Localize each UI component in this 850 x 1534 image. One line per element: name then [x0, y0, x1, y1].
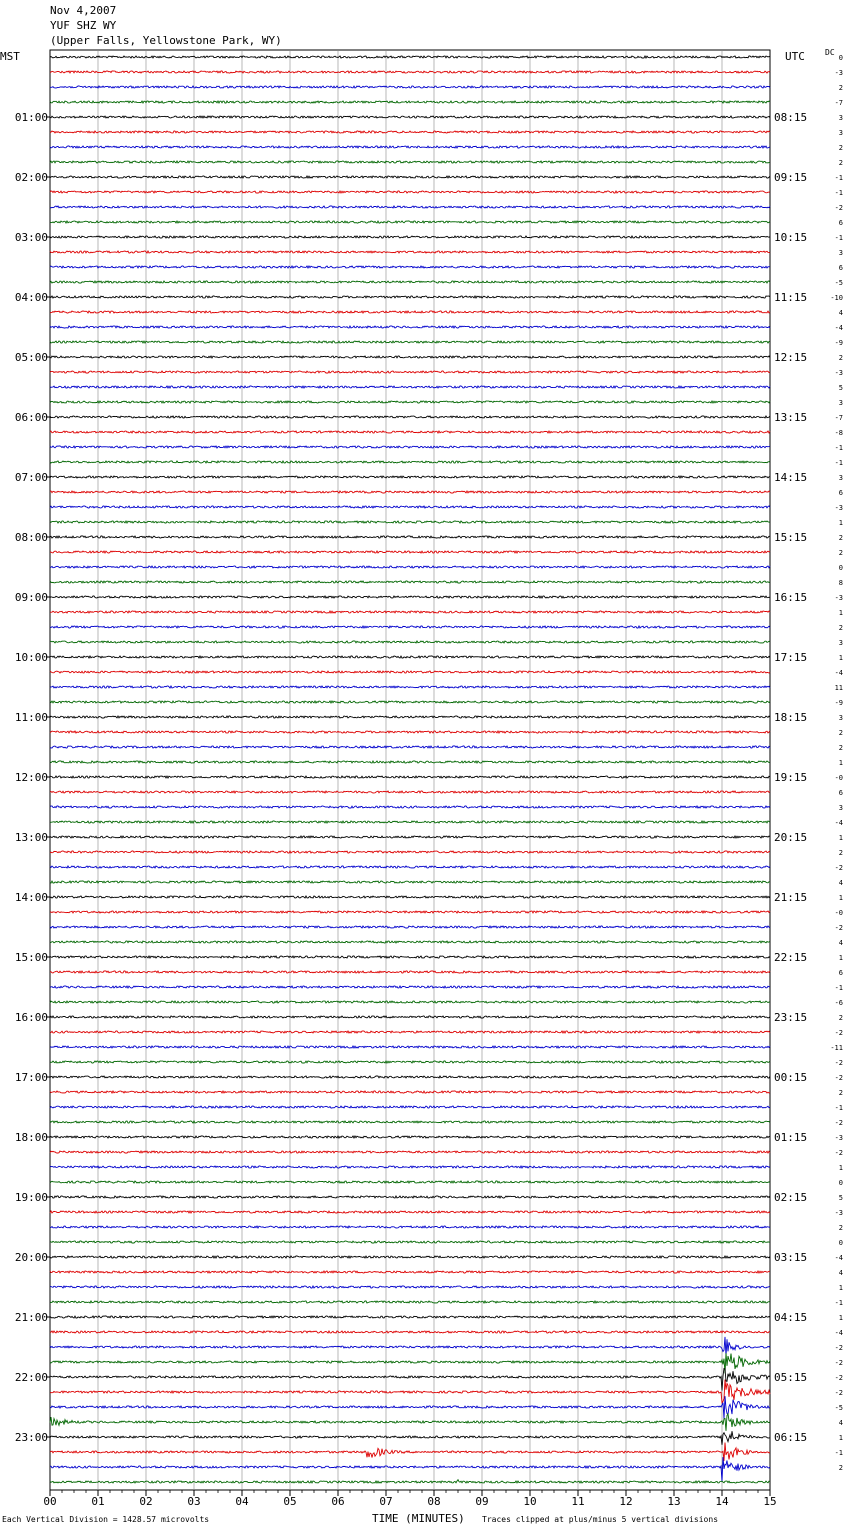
trace-green	[50, 221, 770, 223]
dc-offset-value: -3	[834, 369, 843, 377]
x-tick-label: 12	[619, 1495, 633, 1508]
dc-offset-value: 3	[838, 249, 843, 257]
trace-blue	[50, 1046, 770, 1048]
trace-blue	[50, 1337, 770, 1356]
dc-offset-value: 6	[838, 219, 843, 227]
trace-blue	[50, 746, 770, 748]
x-tick-label: 08	[427, 1495, 441, 1508]
x-tick-label: 10	[523, 1495, 537, 1508]
dc-offset-value: -7	[834, 99, 843, 107]
right-hour-label: 19:15	[774, 771, 808, 784]
dc-offset-value: -4	[834, 669, 843, 677]
right-hour-label: 13:15	[774, 411, 808, 424]
trace-green	[50, 641, 770, 643]
dc-offset-value: -6	[834, 999, 843, 1007]
dc-offset-value: 3	[838, 804, 843, 812]
trace-blue	[50, 446, 770, 448]
trace-blue	[50, 1457, 770, 1482]
dc-offset-value: 2	[838, 1224, 843, 1232]
trace-green	[50, 1301, 770, 1303]
left-hour-label: 21:00	[14, 1311, 48, 1324]
trace-black	[50, 1136, 770, 1138]
dc-offset-value: -2	[834, 1119, 843, 1127]
dc-offset-value: -0	[834, 909, 843, 917]
trace-black	[50, 236, 770, 238]
right-hour-label: 00:15	[774, 1071, 808, 1084]
left-hour-label: 17:00	[14, 1071, 48, 1084]
right-hour-label: 22:15	[774, 951, 808, 964]
trace-green	[50, 881, 770, 883]
trace-blue	[50, 866, 770, 868]
dc-offset-value: 1	[838, 954, 843, 962]
dc-offset-value: 3	[838, 714, 843, 722]
dc-offset-value: -4	[834, 819, 843, 827]
trace-black	[50, 116, 770, 118]
dc-offset-value: 6	[838, 789, 843, 797]
trace-red	[50, 1151, 770, 1153]
dc-offset-value: 5	[838, 384, 843, 392]
right-hour-label: 16:15	[774, 591, 808, 604]
trace-black	[50, 1316, 770, 1318]
trace-red	[50, 1331, 770, 1333]
trace-green	[50, 1061, 770, 1063]
dc-offset-value: 2	[838, 534, 843, 542]
dc-offset-value: -8	[834, 429, 843, 437]
trace-red	[50, 911, 770, 913]
dc-offset-value: 2	[838, 1014, 843, 1022]
right-hour-label: 10:15	[774, 231, 808, 244]
dc-offset-value: 1	[838, 1164, 843, 1172]
left-hour-label: 19:00	[14, 1191, 48, 1204]
x-tick-label: 15	[763, 1495, 777, 1508]
dc-offset-value: -9	[834, 339, 843, 347]
left-hour-label: 15:00	[14, 951, 48, 964]
x-tick-label: 11	[571, 1495, 585, 1508]
dc-offset-value: -3	[834, 1209, 843, 1217]
dc-offset-value: -3	[834, 504, 843, 512]
dc-offset-value: 4	[838, 939, 843, 947]
dc-offset-value: 0	[838, 1179, 843, 1187]
dc-offset-value: -2	[834, 1059, 843, 1067]
left-hour-label: 09:00	[14, 591, 48, 604]
dc-offset-value: -2	[834, 1149, 843, 1157]
x-tick-label: 05	[283, 1495, 297, 1508]
right-hour-label: 23:15	[774, 1011, 808, 1024]
x-axis-label: TIME (MINUTES)	[372, 1512, 465, 1525]
trace-black	[50, 776, 770, 778]
right-hour-label: 04:15	[774, 1311, 808, 1324]
dc-offset-value: 1	[838, 519, 843, 527]
dc-offset-value: -0	[834, 774, 843, 782]
dc-offset-value: 3	[838, 474, 843, 482]
trace-red	[50, 1031, 770, 1033]
trace-red	[50, 131, 770, 133]
trace-red	[50, 431, 770, 433]
dc-offset-header: DC	[825, 48, 835, 57]
trace-blue	[50, 986, 770, 988]
dc-offset-value: 8	[838, 579, 843, 587]
trace-blue	[50, 566, 770, 568]
trace-green	[50, 101, 770, 103]
dc-offset-value: -2	[834, 1374, 843, 1382]
dc-offset-value: 2	[838, 729, 843, 737]
trace-black	[50, 176, 770, 178]
x-tick-label: 13	[667, 1495, 681, 1508]
trace-blue	[50, 326, 770, 328]
x-tick-label: 14	[715, 1495, 729, 1508]
left-hour-label: 06:00	[14, 411, 48, 424]
dc-offset-value: 1	[838, 759, 843, 767]
trace-green	[50, 1480, 770, 1483]
dc-offset-value: 5	[838, 1194, 843, 1202]
right-hour-label: 17:15	[774, 651, 808, 664]
dc-offset-value: -4	[834, 324, 843, 332]
dc-offset-value: 1	[838, 654, 843, 662]
dc-offset-value: 0	[838, 54, 843, 62]
right-hour-label: 08:15	[774, 111, 808, 124]
right-hour-label: 18:15	[774, 711, 808, 724]
trace-black	[50, 56, 770, 58]
dc-offset-value: -1	[834, 1449, 843, 1457]
trace-red	[50, 971, 770, 973]
x-tick-label: 04	[235, 1495, 249, 1508]
trace-black	[50, 1431, 770, 1445]
trace-red	[50, 311, 770, 313]
dc-offset-value: 3	[838, 114, 843, 122]
dc-offset-value: -9	[834, 699, 843, 707]
trace-black	[50, 356, 770, 358]
trace-green	[50, 1414, 770, 1431]
trace-black	[50, 1256, 770, 1258]
trace-red	[50, 851, 770, 853]
right-hour-label: 15:15	[774, 531, 808, 544]
dc-offset-value: 1	[838, 1314, 843, 1322]
trace-blue	[50, 806, 770, 808]
dc-offset-value: -7	[834, 414, 843, 422]
dc-offset-value: -1	[834, 1299, 843, 1307]
trace-green	[50, 701, 770, 703]
dc-offset-value: 3	[838, 129, 843, 137]
trace-green	[50, 1353, 770, 1373]
dc-offset-value: 2	[838, 624, 843, 632]
trace-green	[50, 1181, 770, 1183]
trace-red	[50, 71, 770, 73]
dc-offset-value: 0	[838, 564, 843, 572]
dc-offset-value: -3	[834, 1134, 843, 1142]
dc-offset-value: 2	[838, 744, 843, 752]
trace-blue	[50, 686, 770, 688]
dc-offset-value: -1	[834, 189, 843, 197]
trace-green	[50, 281, 770, 283]
trace-black	[50, 896, 770, 898]
dc-offset-value: -1	[834, 984, 843, 992]
trace-blue	[50, 206, 770, 208]
trace-blue	[50, 1396, 770, 1418]
right-hour-label: 11:15	[774, 291, 808, 304]
dc-offset-value: 4	[838, 1269, 843, 1277]
trace-blue	[50, 386, 770, 388]
dc-offset-value: 2	[838, 354, 843, 362]
dc-offset-value: -3	[834, 594, 843, 602]
trace-red	[50, 1211, 770, 1213]
trace-green	[50, 941, 770, 943]
trace-blue	[50, 1286, 770, 1288]
trace-black	[50, 956, 770, 958]
trace-red	[50, 791, 770, 793]
dc-offset-value: -1	[834, 1104, 843, 1112]
trace-blue	[50, 146, 770, 148]
left-hour-label: 23:00	[14, 1431, 48, 1444]
trace-blue	[50, 626, 770, 628]
right-timezone-label: UTC	[785, 50, 805, 63]
dc-offset-value: -4	[834, 1254, 843, 1262]
left-hour-label: 05:00	[14, 351, 48, 364]
trace-green	[50, 761, 770, 763]
x-tick-label: 07	[379, 1495, 393, 1508]
trace-green	[50, 161, 770, 163]
left-hour-label: 22:00	[14, 1371, 48, 1384]
trace-black	[50, 296, 770, 298]
trace-green	[50, 521, 770, 523]
dc-offset-value: -1	[834, 234, 843, 242]
trace-red	[50, 1271, 770, 1273]
record-date: Nov 4,2007	[50, 4, 117, 17]
dc-offset-value: 2	[838, 1464, 843, 1472]
left-hour-label: 08:00	[14, 531, 48, 544]
dc-offset-value: 2	[838, 1089, 843, 1097]
left-hour-label: 18:00	[14, 1131, 48, 1144]
x-tick-label: 03	[187, 1495, 201, 1508]
dc-offset-value: 1	[838, 1434, 843, 1442]
dc-offset-value: -2	[834, 204, 843, 212]
trace-green	[50, 821, 770, 823]
right-hour-label: 03:15	[774, 1251, 808, 1264]
station-location: (Upper Falls, Yellowstone Park, WY)	[50, 34, 282, 47]
trace-green	[50, 341, 770, 343]
trace-blue	[50, 1166, 770, 1168]
trace-blue	[50, 86, 770, 88]
trace-black	[50, 596, 770, 598]
left-hour-label: 13:00	[14, 831, 48, 844]
trace-blue	[50, 1106, 770, 1108]
dc-offset-value: 6	[838, 969, 843, 977]
trace-green	[50, 1241, 770, 1243]
x-tick-label: 06	[331, 1495, 345, 1508]
trace-red	[50, 371, 770, 373]
dc-offset-value: -2	[834, 1389, 843, 1397]
x-tick-label: 02	[139, 1495, 153, 1508]
left-hour-label: 11:00	[14, 711, 48, 724]
trace-black	[50, 836, 770, 838]
trace-red	[50, 551, 770, 553]
trace-black	[50, 536, 770, 538]
dc-offset-value: 11	[834, 684, 843, 692]
dc-offset-value: -4	[834, 1329, 843, 1337]
right-hour-label: 05:15	[774, 1371, 808, 1384]
dc-offset-value: -1	[834, 444, 843, 452]
dc-offset-value: 1	[838, 894, 843, 902]
trace-green	[50, 581, 770, 583]
right-hour-label: 09:15	[774, 171, 808, 184]
left-hour-label: 01:00	[14, 111, 48, 124]
trace-green	[50, 461, 770, 463]
trace-black	[50, 476, 770, 478]
dc-offset-value: 4	[838, 309, 843, 317]
left-hour-label: 16:00	[14, 1011, 48, 1024]
x-tick-label: 00	[43, 1495, 57, 1508]
dc-offset-value: 6	[838, 264, 843, 272]
dc-offset-value: 1	[838, 1284, 843, 1292]
trace-blue	[50, 506, 770, 508]
dc-offset-value: -2	[834, 1359, 843, 1367]
left-hour-label: 04:00	[14, 291, 48, 304]
trace-black	[50, 716, 770, 718]
trace-black	[50, 1076, 770, 1078]
trace-green	[50, 401, 770, 403]
dc-offset-value: -2	[834, 924, 843, 932]
vertical-division-note: Each Vertical Division = 1428.57 microvolts	[2, 1515, 210, 1524]
trace-red	[50, 1091, 770, 1093]
dc-offset-value: 0	[838, 1239, 843, 1247]
dc-offset-value: -5	[834, 279, 843, 287]
trace-red	[50, 671, 770, 673]
trace-red	[50, 611, 770, 613]
trace-red	[50, 731, 770, 733]
trace-red	[50, 491, 770, 493]
dc-offset-value: 4	[838, 879, 843, 887]
clipping-note: Traces clipped at plus/minus 5 vertical divisions	[482, 1515, 719, 1524]
dc-offset-value: 2	[838, 159, 843, 167]
trace-black	[50, 656, 770, 658]
dc-offset-value: 2	[838, 549, 843, 557]
right-hour-label: 14:15	[774, 471, 808, 484]
x-tick-label: 01	[91, 1495, 105, 1508]
station-code: YUF SHZ WY	[50, 19, 117, 32]
trace-red	[50, 1443, 770, 1461]
dc-offset-value: 2	[838, 849, 843, 857]
right-hour-label: 20:15	[774, 831, 808, 844]
right-hour-label: 06:15	[774, 1431, 808, 1444]
dc-offset-value: -2	[834, 1029, 843, 1037]
dc-offset-value: 3	[838, 639, 843, 647]
right-hour-label: 21:15	[774, 891, 808, 904]
dc-offset-value: 1	[838, 609, 843, 617]
dc-offset-value: -5	[834, 1404, 843, 1412]
trace-blue	[50, 1226, 770, 1228]
left-hour-label: 03:00	[14, 231, 48, 244]
right-hour-label: 12:15	[774, 351, 808, 364]
right-hour-label: 01:15	[774, 1131, 808, 1144]
left-hour-label: 02:00	[14, 171, 48, 184]
trace-black	[50, 416, 770, 418]
trace-green	[50, 1121, 770, 1123]
trace-blue	[50, 266, 770, 268]
left-hour-label: 12:00	[14, 771, 48, 784]
left-hour-label: 20:00	[14, 1251, 48, 1264]
dc-offset-value: -2	[834, 1344, 843, 1352]
dc-offset-value: 3	[838, 399, 843, 407]
trace-red	[50, 251, 770, 253]
dc-offset-value: -1	[834, 174, 843, 182]
dc-offset-value: -3	[834, 69, 843, 77]
left-hour-label: 07:00	[14, 471, 48, 484]
trace-red	[50, 1380, 770, 1403]
trace-blue	[50, 926, 770, 928]
dc-offset-value: 4	[838, 1419, 843, 1427]
right-hour-label: 02:15	[774, 1191, 808, 1204]
dc-offset-value: 2	[838, 84, 843, 92]
dc-offset-value: 2	[838, 144, 843, 152]
dc-offset-value: 1	[838, 834, 843, 842]
dc-offset-value: -1	[834, 459, 843, 467]
left-hour-label: 10:00	[14, 651, 48, 664]
x-tick-label: 09	[475, 1495, 489, 1508]
dc-offset-value: -11	[830, 1044, 843, 1052]
trace-black	[50, 1016, 770, 1018]
dc-offset-value: -2	[834, 1074, 843, 1082]
left-timezone-label: MST	[0, 50, 20, 63]
left-hour-label: 14:00	[14, 891, 48, 904]
dc-offset-value: -10	[830, 294, 843, 302]
plot-frame	[50, 50, 770, 1490]
dc-offset-value: -2	[834, 864, 843, 872]
trace-black	[50, 1196, 770, 1198]
trace-black	[50, 1369, 770, 1391]
trace-red	[50, 191, 770, 193]
dc-offset-value: 6	[838, 489, 843, 497]
trace-green	[50, 1001, 770, 1003]
